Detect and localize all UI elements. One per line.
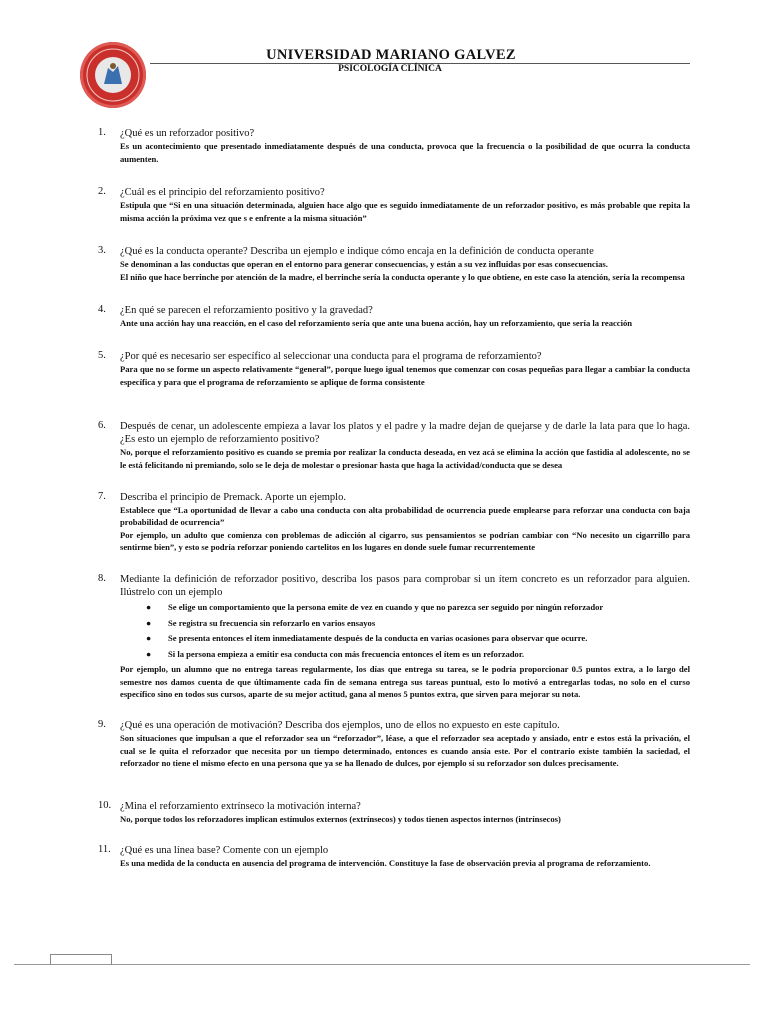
- list-item: ● Se presenta entonces el ítem inmediatamente después de la conducta en varias ocasiones para observar que ocurre.: [146, 633, 588, 644]
- questionnaire: [98, 127, 690, 870]
- question-number: 8.: [98, 572, 106, 584]
- answer-text: Por ejemplo, un alumno que no entrega tareas regularmente, los días que entrega su tarea, se le podría proporcionar 0.5 puntos extra, a lo largo del semestre nos damos cuenta de que últimamente cada fin de semana entrega sus tareas puntual, esto lo motivó a entregarlas todas, no solo en el curso específico sino en todos sus cursos, aparte de su mejor actitud, gana al menos 5 puntos extra, que sirven para mejorar su nota.: [120, 664, 690, 700]
- question-text: ¿Qué es una línea base? Comente con un ejemplo: [120, 845, 329, 857]
- question-text: ¿Qué es la conducta operante? Describa un ejemplo e indique cómo encaja en la definición de conducta operante: [120, 246, 594, 258]
- footer-rule: [14, 964, 750, 965]
- answer-text: Es un acontecimiento que presentado inmediatamente después de una conducta, provoca que la frecuencia o la posibilidad de que ocurra la conducta aumenten.: [120, 141, 690, 164]
- footer-tab: [50, 954, 112, 965]
- answer-text: Son situaciones que impulsan a que el reforzador sea un “reforzador”, léase, a que el reforzador sea aceptado y ansiado, entr e estos está la privación, el cual se le quita el reforzador que necesita por un tiempo determinado, entonces es cuando ansía este. Por el contrario existe también la saciedad, el reforzador no tiene el mismo efecto en una persona que ya se ha llenado de dulces, por ejemplo si su reforzador son dulces precisamente.: [120, 733, 690, 769]
- answer-text: No, porque el reforzamiento positivo es cuando se premia por realizar la conducta deseada, en vez acá se elimina la acción que fastidia al adolescente, no se le está felicitando ni premiando, solo se le deja de molestar o presionar hasta que haga la actividad/conducta que se desea: [120, 447, 690, 470]
- question-7: [98, 491, 690, 554]
- question-text: Mediante la definición de reforzador positivo, describa los pasos para comprobar si un ítem concreto es un reforzador para alguien. Ilústrelo con un ejemplo: [120, 573, 690, 598]
- question-text: ¿Qué es una operación de motivación? Describa dos ejemplos, uno de ellos no expuesto en este capítulo.: [120, 720, 560, 732]
- question-10: [98, 800, 690, 826]
- list-item: ● Se elige un comportamiento que la persona emite de vez en cuando y que no parezca ser seguido por ningún reforzador: [146, 601, 604, 612]
- department-subtitle: PSICOLOGÍA CLÍNICA: [338, 64, 442, 74]
- question-number: 11.: [98, 844, 111, 856]
- answer-text: Ante una acción hay una reacción, en el caso del reforzamiento sería que ante una buena acción, hay un reforzamiento, que sería la reacción: [120, 317, 633, 328]
- question-8: [98, 573, 690, 701]
- question-11: [98, 844, 690, 870]
- question-number: 10.: [98, 799, 112, 811]
- question-2: [98, 186, 690, 224]
- steps-list: [120, 601, 690, 660]
- question-text: Después de cenar, un adolescente empieza a lavar los platos y el padre y la madre dejan de quejarse y de darle la lata para que lo haga. ¿Es esto un ejemplo de reforzamiento positivo?: [120, 421, 690, 446]
- list-item: ● Se registra su frecuencia sin reforzarlo en varios ensayos: [146, 617, 376, 628]
- question-number: 4.: [98, 303, 106, 315]
- question-6: [98, 420, 690, 471]
- question-1: [98, 127, 690, 165]
- question-number: 7.: [98, 490, 106, 502]
- question-4: [98, 304, 690, 330]
- question-number: 2.: [98, 186, 106, 198]
- list-item: ● Si la persona empieza a emitir esa conducta con más frecuencia entonces el ítem es un reforzador.: [146, 648, 525, 659]
- answer-text: Es una medida de la conducta en ausencia del programa de intervención. Constituye la fase de observación previa al programa de reforzamiento.: [120, 858, 651, 869]
- question-number: 3.: [98, 245, 106, 257]
- question-number: 1.: [98, 127, 106, 138]
- question-text: ¿Cuál es el principio del reforzamiento positivo?: [120, 187, 325, 199]
- question-5: [98, 350, 690, 388]
- question-number: 6.: [98, 420, 106, 432]
- page-header: [0, 0, 768, 110]
- answer-text: Para que no se forme un aspecto relativamente “general”, porque luego igual tenemos que comenzar con cosas pequeñas para llegar a cambiar la conducta específica y para que el programa de reforzamiento se aplique de forma consistente: [120, 364, 690, 387]
- answer-text: Se denominan a las conductas que operan en el entorno para generar consecuencias, y están a su vez influidas por esas consecuencias. El niño que hace berrinche por atención de la madre, el berrinche sería la conducta operante y lo que obtiene, en este caso la atención, sería la recompensa: [120, 259, 685, 282]
- question-text: ¿Por qué es necesario ser específico al seleccionar una conducta para el programa de reforzamiento?: [120, 351, 542, 363]
- question-9: [98, 719, 690, 770]
- question-text: ¿En qué se parecen el reforzamiento positivo y la gravedad?: [120, 304, 373, 316]
- question-text: Describa el principio de Premack. Aporte un ejemplo.: [120, 491, 346, 503]
- question-number: 9.: [98, 719, 106, 731]
- question-text: ¿Mina el reforzamiento extrínseco la motivación interna?: [120, 800, 361, 812]
- university-title: UNIVERSIDAD MARIANO GALVEZ: [266, 47, 516, 63]
- question-text: ¿Qué es un reforzador positivo?: [120, 128, 255, 139]
- answer-text: Establece que “La oportunidad de llevar a cabo una conducta con alta probabilidad de ocurrencia puede emplearse para reforzar una conducta con baja probabilidad de ocurrencia” Por ejemplo, un adulto que comienza con problemas de adicción al cigarro, sus pensamientos se podrían cambiar con “No necesito un cigarrillo para sentirme bien”, y esto se podría reforzar poniendo cartelitos en los lugares en donde suele fumar recurrentemente: [120, 504, 690, 553]
- answer-text: No, porque todos los reforzadores implican estímulos externos (extrínsecos) y todos tienen aspectos internos (intrínsecos): [120, 813, 561, 824]
- answer-text: Estipula que “Si en una situación determinada, alguien hace algo que es seguido inmediatamente de un reforzador positivo, es más probable que repita la misma acción la próxima vez que s e enfrente a la misma situación”: [120, 200, 690, 223]
- question-3: [98, 245, 690, 283]
- question-number: 5.: [98, 350, 106, 362]
